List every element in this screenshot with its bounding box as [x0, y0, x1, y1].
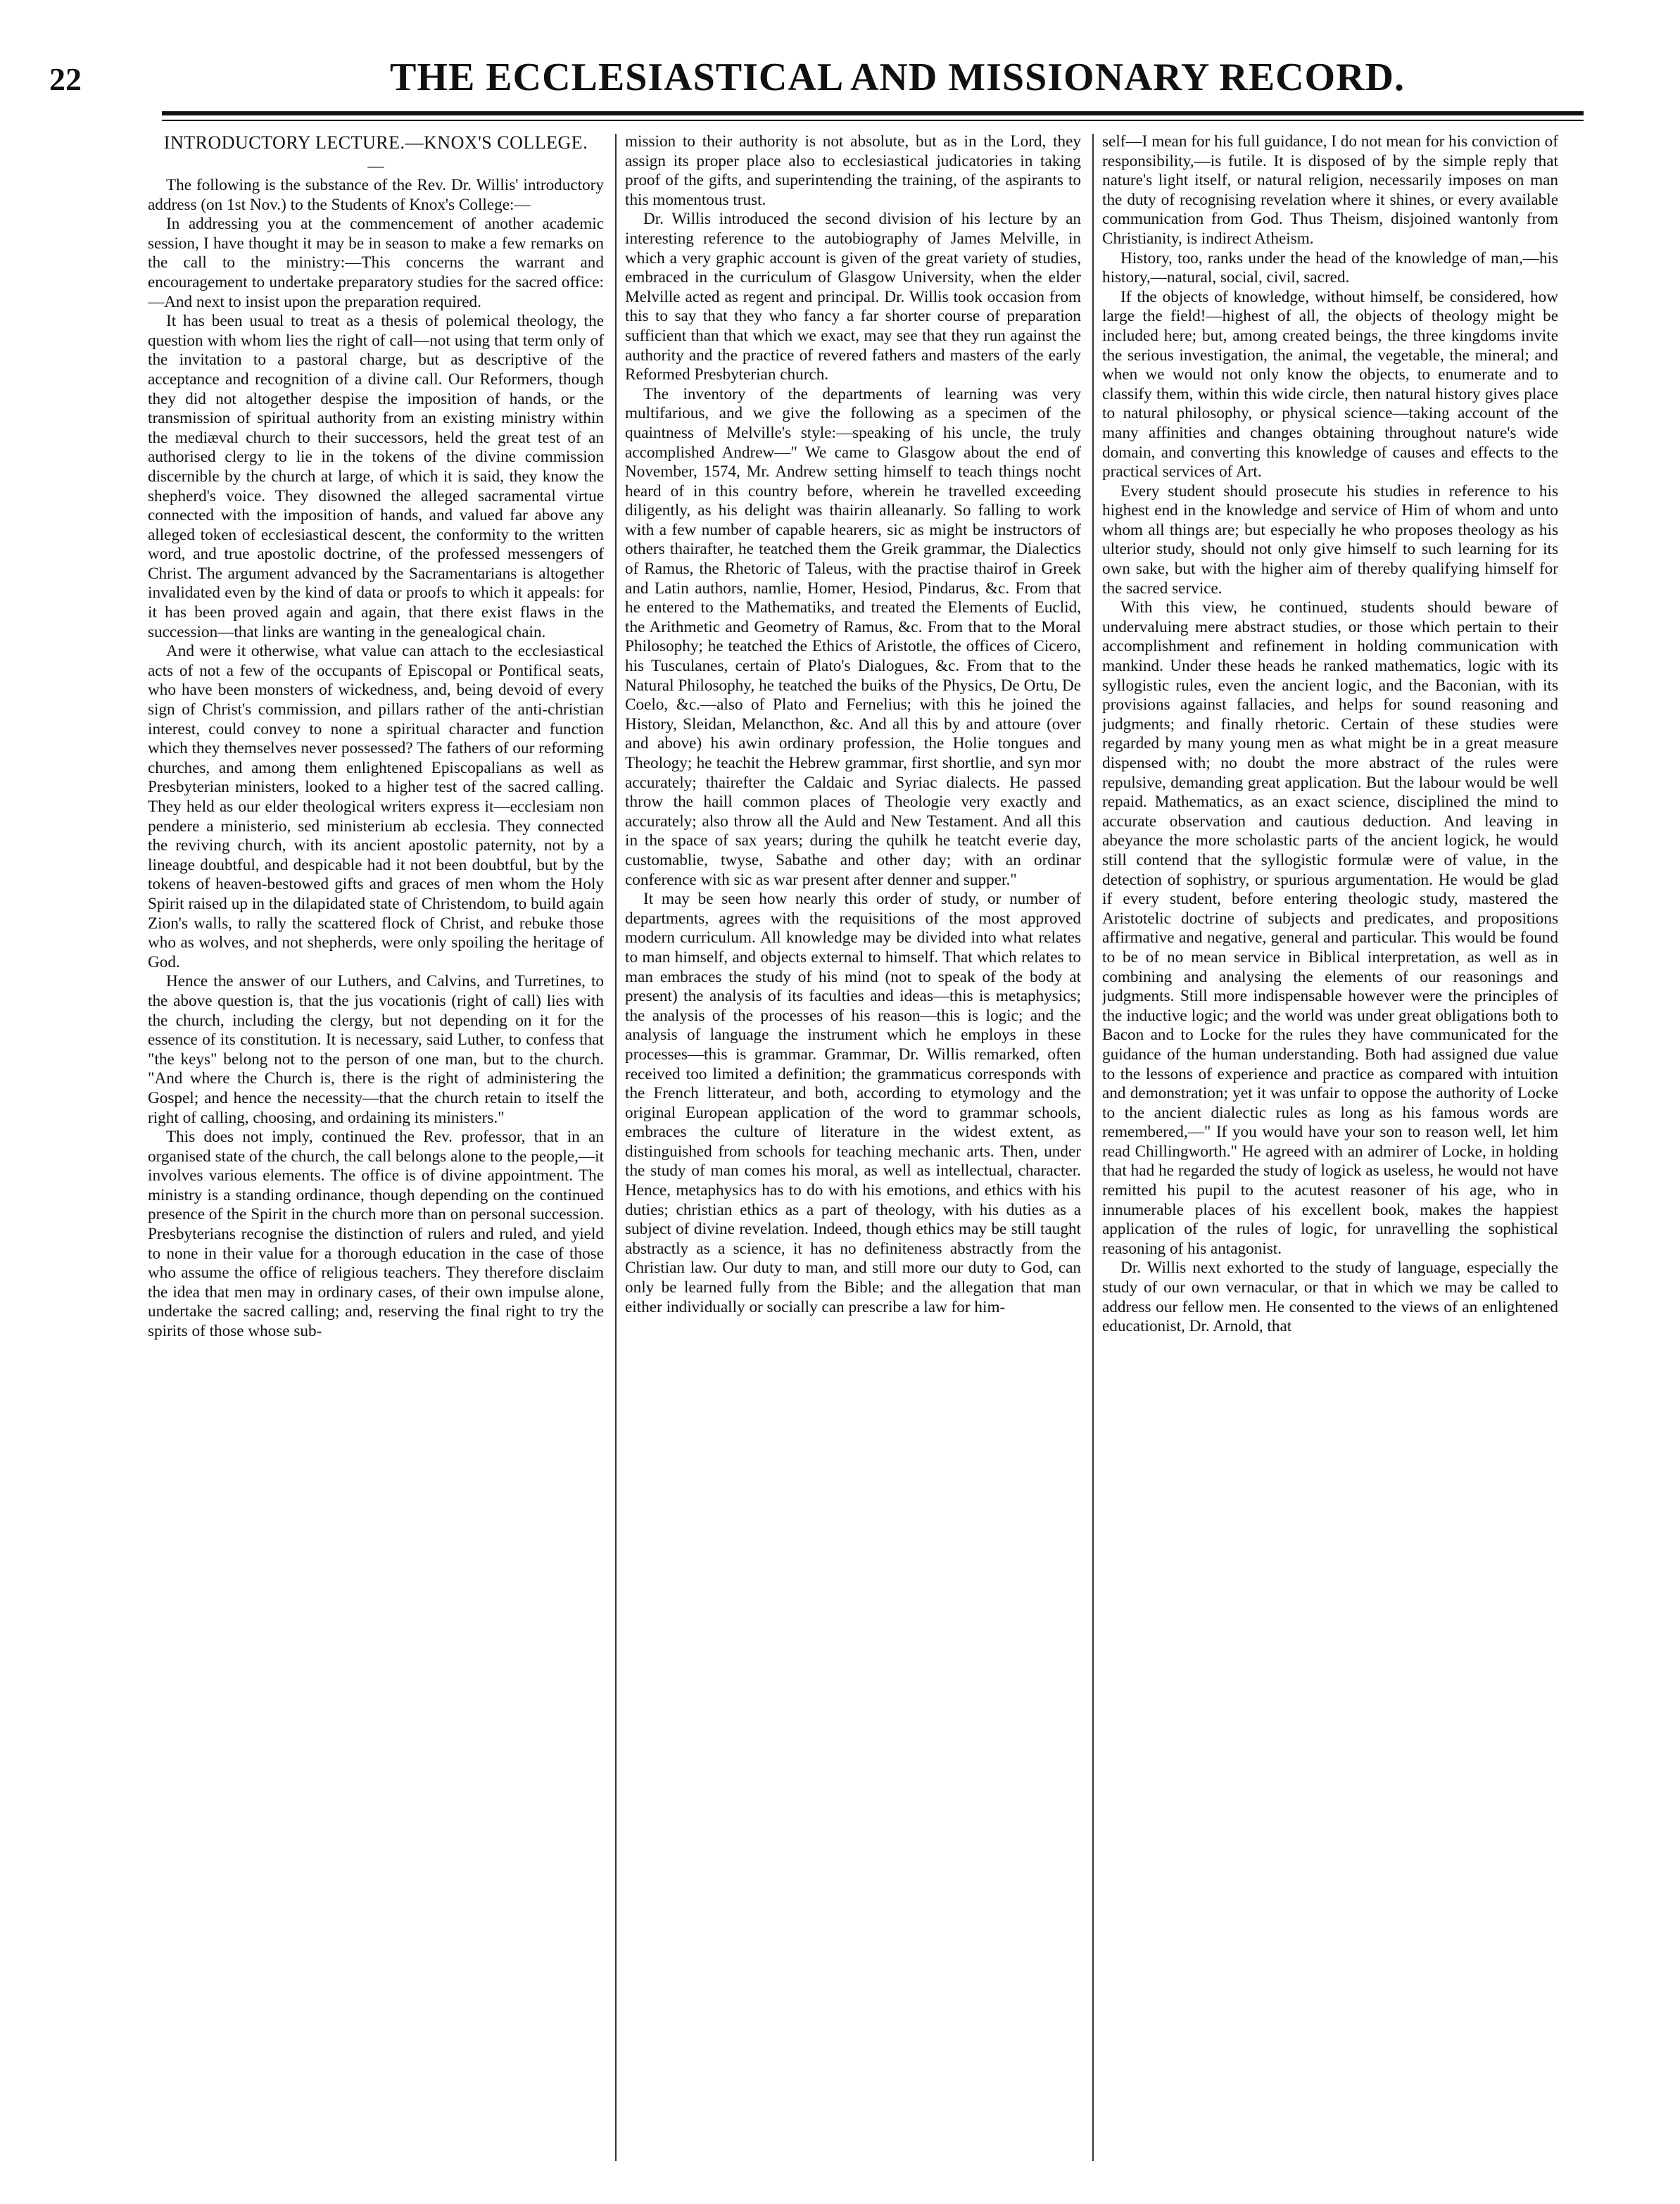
running-title: THE ECCLESIASTICAL AND MISSIONARY RECORD. — [390, 56, 1405, 99]
paragraph: If the objects of knowledge, without himself, be considered, how large the field!—highest of all, the objects of theology might be included here; but, among created beings, the three kingdoms invite the serious investigation, the animal, the vegetable, the mineral; and when we would not only know the objects, to enumerate and to classify them, within this wide circle, then natural history gives place to natural philosophy, or physical science—taking account of the many affinities and changes obtaining throughout nature's wide domain, and converting this knowledge of causes and effects to the practical services of Art. — [1102, 287, 1558, 481]
paragraph: The inventory of the departments of learning was very multifarious, and we give the following as a specimen of the quaintness of Melville's style:—speaking of his uncle, the truly accomplished Andrew—" We came to Glasgow about the end of November, 1574, Mr. Andrew setting himself to teach things nocht heard of in this country before, wherein he travelled exceeding diligently, as his delight was thairin alleanarly. So falling to work with a few number of capable hearers, sic as might be instructors of others thairafter, he teatched them the Greik grammar, the Dialectics of Ramus, the Rhetoric of Taleus, with the practise thairof in Greek and Latin authors, namlie, Homer, Hesiod, Pindarus, &c. From that he entered to the Mathematiks, and treated the Elements of Euclid, the Arithmetic and Geometry of Ramus, &c. From that to the Moral Philosophy; he teatched the Ethics of Aristotle, the offices of Cicero, his Tusculanes, certain of Plato's Dialogues, &c. From that to the Natural Philosophy, he teatched the buiks of the Physics, De Ortu, De Coelo, &c.—also of Plato and Fernelius; with this he joined the History, Sleidan, Melancthon, &c. And all this by and attoure (over and above) his awin ordinary profession, the Holie tongues and Theology; he teachit the Hebrew grammar, first shortlie, and syn mor accurately; thairefter the Caldaic and Syriac dialects. He passed throw the haill common places of Theologie very exactly and accurately; also throw all the Auld and New Testament. And all this in the space of sax years; during the quhilk he teatcht everie day, customablie, twyse, Sabathe and other day; with an ordinar conference with sic as war present after denner and supper." — [625, 384, 1081, 889]
paragraph: mission to their authority is not absolute, but as in the Lord, they assign its proper place also to ecclesiastical judicatories in taking proof of the gifts, and superintending the training, of the aspirants to this momentous trust. — [625, 132, 1081, 209]
column-2 — [625, 132, 1081, 2174]
paragraph: It may be seen how nearly this order of study, or number of departments, agrees with the requisitions of the most approved modern curriculum. All knowledge may be divided into what relates to man himself, and objects external to himself. That which relates to man embraces the study of his mind (not to speak of the body at present) the analysis of its faculties and ideas—this is metaphysics; the analysis of the processes of his reason—this is logic; and the analysis of language the instrument which he employs in these processes—this is grammar. Grammar, Dr. Willis remarked, often received too limited a definition; the grammaticus corresponds with the French litterateur, and both, according to etymology and the original European application of the word to grammar schools, embraces the culture of literature in the widest extent, as distinguished from schools for teaching mechanic arts. Then, under the study of man comes his moral, as well as intellectual, character. Hence, metaphysics has to do with his emotions, and ethics with his duties; christian ethics as a part of theology, with his duties as a subject of divine revelation. Indeed, though ethics may be still taught abstractly as a science, it has no definiteness abstractly from the Christian law. Our duty to man, and still more our duty to God, can only be learned fully from the Bible; and the allegation that man either individually or socially can prescribe a law for him- — [625, 890, 1081, 1316]
paragraph: Dr. Willis introduced the second division of his lecture by an interesting reference to the autobiography of James Melville, in which a very graphic account is given of the great variety of studies, embraced in the curriculum of Glasgow University, when the elder Melville acted as regent and principal. Dr. Willis took occasion from this to say that they who fancy a far shorter course of preparation sufficient than that which we exact, may see that they run against the authority and the practice of revered fathers and masters of the early Reformed Presbyterian church. — [625, 210, 1081, 384]
page-header — [49, 55, 1584, 104]
paragraph: With this view, he continued, students should beware of undervaluing mere abstract studies, or those which pertain to their accomplishment and refinement in holding communication with mankind. Under these heads he ranked mathematics, logic with its syllogistic rules, even the ancient logic, and the Baconian, with its provisions against fallacies, and helps for sound reasoning and judgments; and finally rhetoric. Certain of these studies were regarded by many young men as what might be in a great measure dispensed with; no doubt the more abstract of the rules were repulsive, demanding great application. But the labour would be well repaid. Mathematics, as an exact science, disciplined the mind to accurate observation and cautious deduction. And leaving in abeyance the more scholastic parts of the ancient logick, he would still contend that the syllogistic formulæ were of value, in the detection of sophistry, or spurious argumentation. He would be glad if every student, before entering theologic study, mastered the Aristotelic doctrine of subjects and predicates, and propositions affirmative and negative, general and particular. This would be found to be of no mean service in Biblical interpretation, as well as in combining and analysing the elements of our reasonings and judgments. Still more indispensable however were the principles of the inductive logic; and the world was under great obligations both to Bacon and to Locke for the rules they have communicated for the guidance of the human understanding. Both had assigned due value to the lessons of experience and practice as compared with intuition and demonstration; yet it was unfair to oppose the authority of Locke to the ancient dialectic rules as long as his famous words are remembered,—" If you would have your son to reason well, let him read Chillingworth." He agreed with an admirer of Locke, in holding that had he regarded the study of logick as useless, he would not have remitted his pupil to the acutest reasoner of his age, who in innumerable places of his excellent book, makes the happiest application of the rules of logic, for unravelling the sophistical reasoning of his antagonist. — [1102, 598, 1558, 1258]
paragraph: This does not imply, continued the Rev. professor, that in an organised state of the church, the call belongs alone to the people,—it involves various elements. The office is of divine appointment. The ministry is a standing ordinance, though depending on the continued presence of the Spirit in the church more than on personal succession. Presbyterians recognise the distinction of rulers and ruled, and yield to none in their value for a thorough education in the case of those who assume the office of religious teachers. They therefore disclaim the idea that men may in ordinary cases, of their own impulse alone, undertake the sacred calling; and, reserving the final right to try the spirits of those whose sub- — [148, 1128, 604, 1341]
paragraph: Hence the answer of our Luthers, and Calvins, and Turretines, to the above question is, that the jus vocationis (right of call) lies with the church, including the clergy, but not depending on it for the essence of its constitution. It is necessary, said Luther, to confess that "the keys" belong not to the person of one man, but to the church. "And where the Church is, there is the right of administering the Gospel; and hence the necessity—that the church retain to itself the right of calling, choosing, and ordaining its ministers." — [148, 972, 604, 1127]
paragraph: Dr. Willis next exhorted to the study of language, especially the study of our own vernacular, or that in which we may be called to address our fellow men. He consented to the views of an enlightened educationist, Dr. Arnold, that — [1102, 1259, 1558, 1336]
header-rule-thick — [162, 111, 1584, 115]
title-dash: — — [367, 157, 384, 175]
paragraph: It has been usual to treat as a thesis of polemical theology, the question with whom lies the right of call—not using that term only of the invitation to a pastoral charge, but as descriptive of the acceptance and recognition of a divine call. Our Reformers, though they did not altogether despise the imposition of hands, or the transmission of spiritual authority from an existing ministry within the mediæval church to their successors, held the great test of an authorised clergy to lie in the tokens of the divine commission discernible by the church at large, of which it is said, they know the shepherd's voice. They disowned the alleged sacramental virtue connected with the imposition of hands, and valued far above any alleged token of ecclesiastical descent, the conformity to the written word, and true apostolic doctrine, of the professed messengers of Christ. The argument advanced by the Sacramentarians is altogether invalidated even by the kind of data or proofs to which it appeals: for it has been proved again and again, that there exist flaws in the succession—that links are wanting in the genealogical chain. — [148, 312, 604, 641]
column-divider — [615, 134, 617, 2161]
paragraph: History, too, ranks under the head of the knowledge of man,—his history,—natural, social, civil, sacred. — [1102, 248, 1558, 287]
article-title: INTRODUCTORY LECTURE.—KNOX'S COLLEGE. — [163, 132, 588, 153]
paragraph: And were it otherwise, what value can attach to the ecclesiastical acts of not a few of the occupants of Episcopal or Pontifical seats, who have been monsters of wickedness, and, being devoid of every sign of Christ's commission, and pillars rather of the anti-christian interest, could convey to none a spiritual character and function which they themselves never possessed? The fathers of our reforming churches, and among them enlightened Episcopalians as well as Presbyterian ministers, looked to a higher test of the sacred calling. They held as our elder theological writers express it—ecclesiam non pendere a ministerio, sed ministerium ab ecclesia. They connected the reviving church, with its ancient apostolic paternity, not by a lineage doubtful, and despicable had it not been doubtful, but by the tokens of heaven-bestowed gifts and graces of men whom the Holy Spirit raised up in the dilapidated state of Christendom, to build again Zion's walls, to rally the scattered flock of Christ, and rebuke those who as wolves, and not shepherds, were only spoiling the heritage of God. — [148, 642, 604, 971]
paragraph: Every student should prosecute his studies in reference to his highest end in the knowledge and service of Him of whom and unto whom all things are; but especially he who proposes theology as his ulterior study, should not only give himself to such learning for its own sake, but with the higher aim of thereby qualifying himself for the sacred service. — [1102, 481, 1558, 598]
paragraph: The following is the substance of the Rev. Dr. Willis' introductory address (on 1st Nov.) to the Students of Knox's College:— — [148, 176, 604, 214]
page-number: 22 — [49, 61, 82, 97]
column-3 — [1102, 132, 1558, 2174]
header-rule-thin — [162, 120, 1584, 121]
column-1 — [148, 132, 604, 2174]
paragraph: self—I mean for his full guidance, I do not mean for his conviction of responsibility,—is futile. It is disposed of by the simple reply that nature's light itself, or natural religion, necessarily imposes on man the duty of recognising revelation where it shines, or every available communication from God. Thus Theism, disjoined wantonly from Christianity, is indirect Atheism. — [1102, 132, 1558, 248]
column-divider — [1092, 134, 1094, 2161]
paragraph: In addressing you at the commencement of another academic session, I have thought it may be in season to make a few remarks on the call to the ministry:—This concerns the warrant and encouragement to undertake preparatory studies for the sacred office:—And next to insist upon the preparation required. — [148, 215, 604, 311]
